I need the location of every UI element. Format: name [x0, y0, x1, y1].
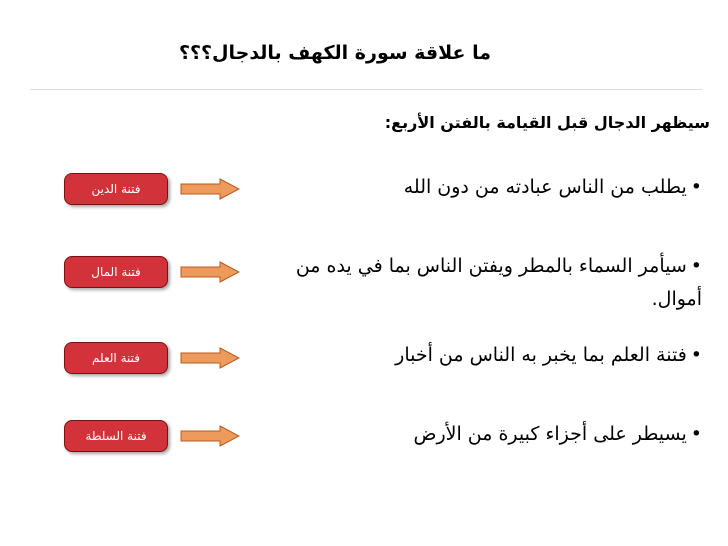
bullet-item-4 — [414, 418, 703, 451]
bullet-text: فتنة العلم بما يخبر به الناس من أخبار — [395, 344, 687, 366]
slide-subtitle: سيظهر الدجال قبل القيامة بالفتن الأربع: — [384, 113, 710, 132]
bullet-dot: • — [690, 423, 702, 445]
bullet-item-1 — [404, 171, 702, 204]
right-arrow-icon — [180, 347, 240, 369]
badge-fitnat-al-ilm: فتنة العلم — [64, 342, 168, 374]
bullet-item-3 — [395, 339, 702, 372]
right-arrow-icon — [180, 178, 240, 200]
title-divider — [30, 89, 702, 90]
bullet-dot: • — [690, 176, 702, 198]
slide-title: ما علاقة سورة الكهف بالدجال؟؟؟ — [178, 42, 492, 64]
badge-fitnat-al-din: فتنة الدين — [64, 173, 168, 205]
badge-fitnat-al-mal: فتنة المال — [64, 256, 168, 288]
bullet-text: يسيطر على أجزاء كبيرة من الأرض — [413, 423, 687, 445]
bullet-text: سيأمر السماء بالمطر ويفتن الناس بما في يده من أموال. — [295, 255, 702, 310]
badge-fitnat-al-sulta: فتنة السلطة — [64, 420, 168, 452]
bullet-dot: • — [690, 255, 702, 277]
bullet-text: يطلب من الناس عبادته من دون الله — [403, 176, 687, 198]
right-arrow-icon — [180, 425, 240, 447]
bullet-item-2 — [252, 250, 702, 316]
right-arrow-icon — [180, 261, 240, 283]
bullet-dot: • — [690, 344, 702, 366]
